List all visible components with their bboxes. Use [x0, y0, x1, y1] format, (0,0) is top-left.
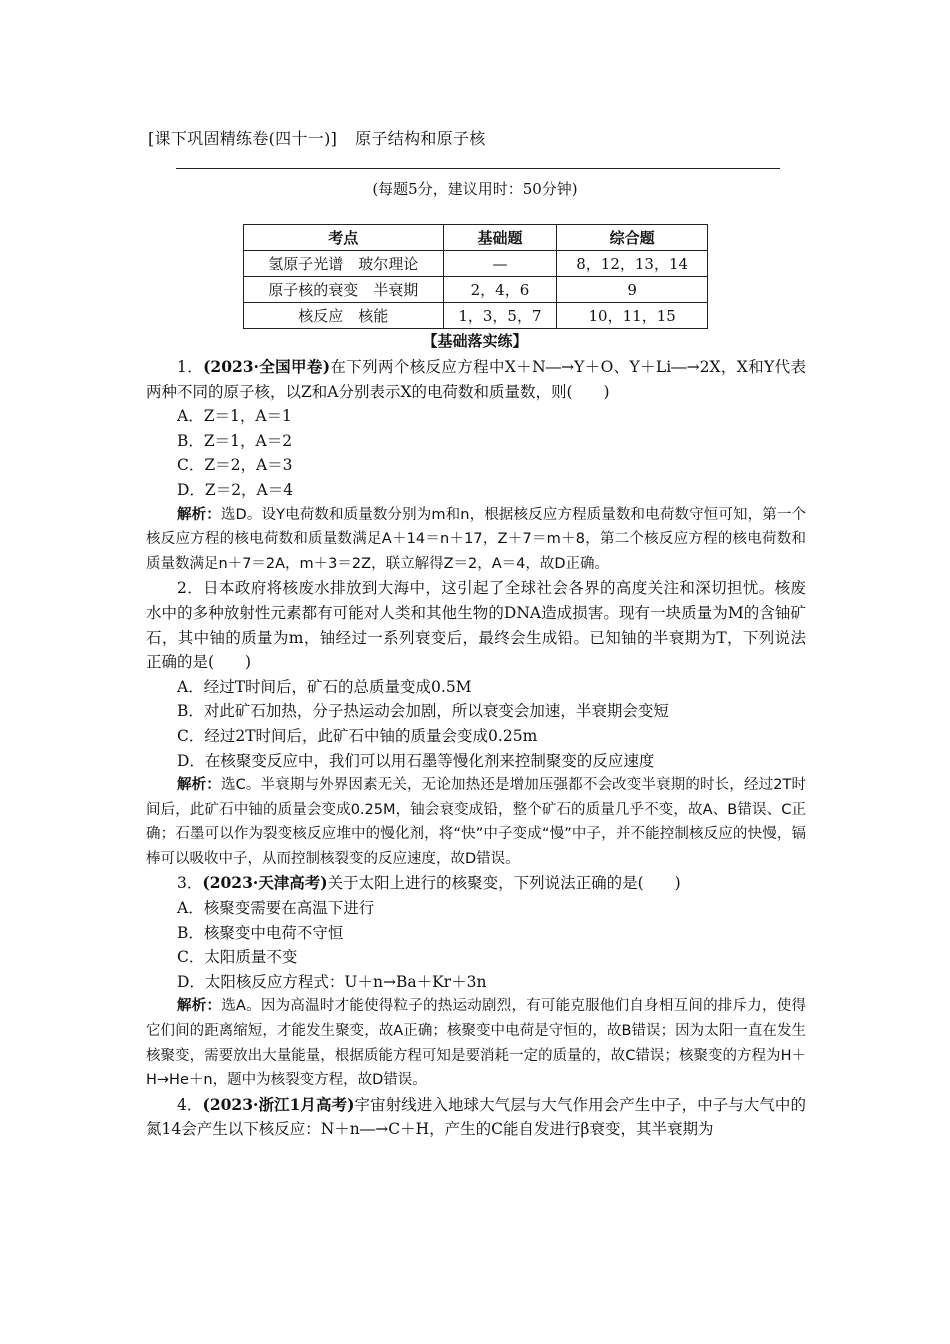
question-number: 2．: [177, 579, 204, 598]
question-source: (2023·全国甲卷): [203, 357, 331, 376]
question-text: 宇宙射线进入地球大气层与大气作用会产生中子，中子与大气中的氮14会产生以下核反应：N＋n―→C＋H，产生的C能自发进行β衰变，其半衰期为: [146, 1095, 806, 1139]
table-cell: 1，3，5，7: [443, 303, 557, 329]
table-cell: 9: [557, 277, 708, 303]
question-number: 4．: [177, 1095, 203, 1114]
table-row: [244, 277, 708, 303]
question-number: 1．: [177, 358, 204, 376]
table-cell: 10，11，15: [557, 303, 708, 329]
analysis-label: 解析：: [177, 997, 222, 1015]
section-heading: 【基础落实练】: [422, 332, 528, 350]
question-source: (2023·天津高考): [202, 873, 328, 893]
answer-option: C．太阳质量不变: [177, 948, 298, 967]
analysis-text: 选C。半衰期与外界因素无关，无论加热还是增加压强都不会改变半衰期的时长，经过2T时间后，此矿石中铀的质量会变成0.25M，铀会衰变成铅，整个矿石的质量几乎不变，故A、B错误、C正确；石墨可以作为裂变核反应堆中的慢化剂，将“快”中子变成“慢”中子，并不能控制核反应的快慢，镉棒可以吸收中子，从而控制核裂变的反应速度，故D错误。: [146, 777, 806, 867]
answer-analysis: [146, 773, 806, 871]
question-number: 3．: [177, 874, 203, 893]
answer-option: D．太阳核反应方程式：U＋n→Ba＋Kr＋3n: [177, 972, 487, 991]
page-title: [148, 126, 486, 149]
table-header-cell: 综合题: [557, 225, 708, 251]
answer-option: C．Z＝2，A＝3: [177, 456, 293, 475]
exercise-title: [课下巩固精练卷(四十一)]: [148, 129, 338, 148]
time-suggestion: (每题5分，建议用时：50分钟): [372, 180, 578, 198]
table-cell: 原子核的衰变 半衰期: [244, 277, 444, 303]
table-row: [244, 303, 708, 329]
header-divider: [176, 168, 780, 169]
question-stem: [146, 355, 806, 404]
question-list: [146, 355, 806, 1142]
table-header-cell: 考点: [244, 225, 444, 251]
table-row: [244, 251, 708, 277]
table-cell: 8，12，13，14: [557, 251, 708, 277]
answer-option: A．Z＝1，A＝1: [177, 407, 292, 426]
table-cell: —: [443, 251, 557, 277]
analysis-label: 解析：: [177, 505, 221, 523]
answer-option: A．经过T时间后，矿石的总质量变成0.5M: [177, 677, 472, 696]
question-text: 关于太阳上进行的核聚变，下列说法正确的是( ): [327, 874, 681, 893]
topic-distribution-table: [243, 224, 708, 329]
answer-analysis: [146, 503, 806, 577]
answer-analysis: [146, 994, 806, 1092]
answer-option: A．核聚变需要在高温下进行: [177, 899, 375, 918]
answer-option: D．Z＝2，A＝4: [177, 480, 294, 499]
answer-option: D．在核聚变反应中，我们可以用石墨等慢化剂来控制聚变的反应速度: [177, 751, 655, 770]
analysis-text: 选A。因为高温时才能使得粒子的热运动剧烈，有可能克服他们自身相互间的排斥力，使得它们间的距离缩短，才能发生聚变，故A正确；核聚变中电荷是守恒的，故B错误；因为太阳一直在发生核聚变，需要放出大量能量，根据质能方程可知是要消耗一定的质量的，故C错误；核聚变的方程为H＋H→He＋n，题中为核裂变方程，故D错误。: [146, 998, 807, 1089]
answer-option: B．Z＝1，A＝2: [177, 431, 293, 450]
question-source: (2023·浙江1月高考): [202, 1094, 355, 1114]
answer-option: B．对此矿石加热，分子热运动会加剧，所以衰变会加速，半衰期会变短: [177, 702, 669, 721]
table-cell: 核反应 核能: [244, 303, 444, 329]
table-cell: 氢原子光谱 玻尔理论: [244, 251, 444, 277]
analysis-label: 解析：: [177, 776, 221, 794]
table-header-cell: 基础题: [443, 225, 557, 251]
question-text: 在下列两个核反应方程中X＋N―→Y＋O、Y＋Li―→2X，X和Y代表两种不同的原子核，以Z和A分别表示X的电荷数和质量数，则( ): [146, 358, 806, 401]
answer-option: B．核聚变中电荷不守恒: [177, 923, 344, 942]
question-text: 日本政府将核废水排放到大海中，这引起了全球社会各界的高度关注和深切担忧。核废水中的多种放射性元素都有可能对人类和其他生物的DNA造成损害。现有一块质量为M的含铀矿石，其中铀的质量为m，铀经过一系列衰变后，最终会生成铅。已知铀的半衰期为T，下列说法正确的是( ): [146, 579, 806, 672]
answer-option: C．经过2T时间后，此矿石中铀的质量会变成0.25m: [177, 726, 538, 745]
question-stem: [146, 871, 806, 896]
question-stem: [146, 576, 806, 674]
table-header-row: [244, 225, 708, 251]
table-cell: 2，4，6: [443, 277, 557, 303]
analysis-text: 选D。设Y电荷数和质量数分别为m和n，根据核反应方程质量数和电荷数守恒可知，第一个核反应方程的核电荷数和质量数满足A＋14＝n＋17，Z＋7＝m＋8，第二个核反应方程的核电荷数和质量数满足n＋7＝2A，m＋3＝2Z，联立解得Z＝2，A＝4，故D正确。: [146, 506, 807, 572]
chapter-topic: 原子结构和原子核: [355, 129, 486, 148]
question-stem: [146, 1093, 806, 1142]
